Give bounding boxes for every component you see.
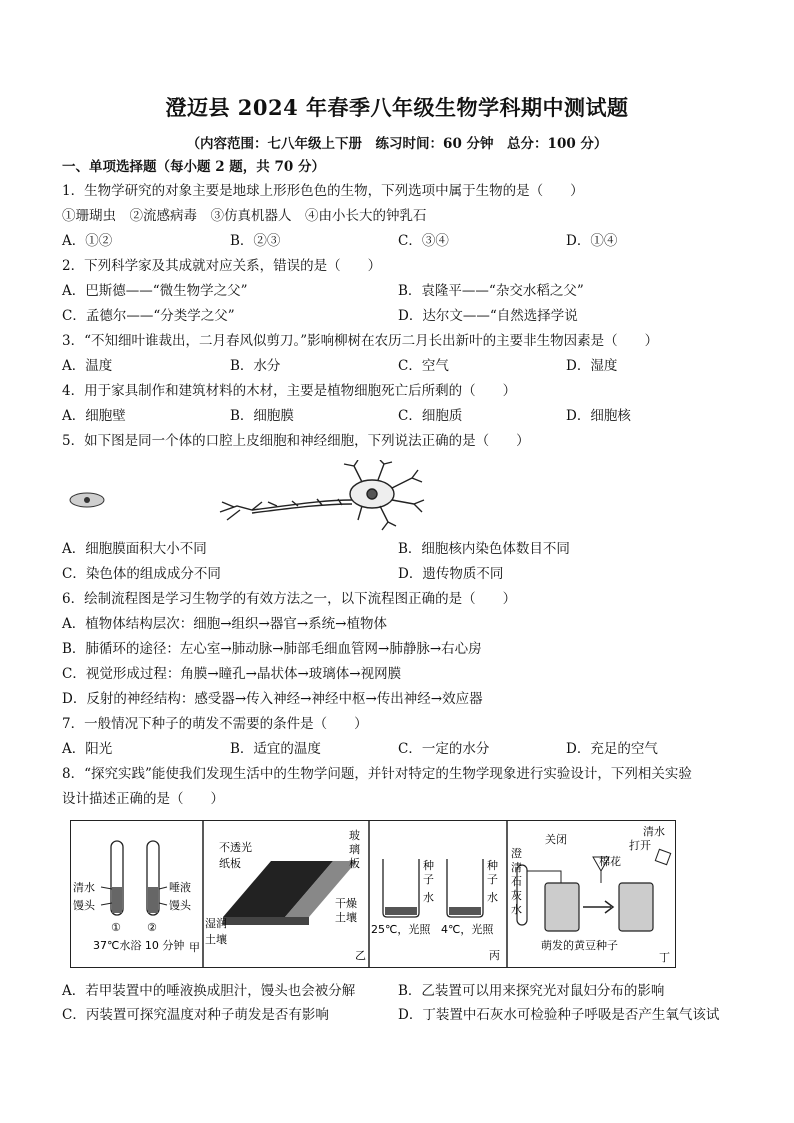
q4-option-b[interactable]: B．细胞膜 <box>230 408 294 424</box>
experiment-figure <box>70 820 676 968</box>
question-6-stem: 6．绘制流程图是学习生物学的有效方法之一，以下流程图正确的是（ ） <box>62 591 517 607</box>
label-ganzao: 干燥 <box>335 897 357 910</box>
label-ding-tag: 丁 <box>659 951 670 964</box>
q3-option-b[interactable]: B．水分 <box>230 358 281 374</box>
question-1-stem: 1．生物学研究的对象主要是地球上形形色色的生物，下列选项中属于生物的是（ ） <box>62 183 584 199</box>
cell-figure <box>62 460 442 532</box>
panel-bing <box>371 859 500 962</box>
label-shirun: 湿润 <box>205 917 227 930</box>
label-zi-1: 子 <box>423 873 434 886</box>
label-cheng: 澄 <box>511 847 522 860</box>
q7-option-a[interactable]: A．阳光 <box>62 741 113 757</box>
label-turang-1: 土壤 <box>335 911 357 924</box>
label-4c: 4℃，光照 <box>441 923 494 936</box>
epithelial-cell-icon <box>70 493 104 507</box>
q4-option-a[interactable]: A．细胞壁 <box>62 408 126 424</box>
question-7-stem: 7．一般情况下种子的萌发不需要的条件是（ ） <box>62 716 368 732</box>
seed-bottle-1 <box>545 883 579 931</box>
label-shui-2: 水 <box>487 891 498 904</box>
q7-option-b[interactable]: B．适宜的温度 <box>230 741 321 757</box>
q1-option-d[interactable]: D．①④ <box>566 233 618 249</box>
label-shui-ding: 水 <box>511 903 522 916</box>
panel-ding <box>511 824 671 964</box>
q8-option-d[interactable]: D．丁装置中石灰水可检验种子呼吸是否产生氧气该试 <box>398 1007 720 1023</box>
section-heading: 一、单项选择题（每小题 2 题，共 70 分） <box>62 159 325 175</box>
panel-yi <box>205 828 366 962</box>
tube-1-contents <box>112 887 122 913</box>
q1-option-c[interactable]: C．③④ <box>398 233 449 249</box>
label-jia-caption: 37℃水浴 10 分钟 <box>93 939 185 952</box>
label-qingshui: 清水 <box>73 881 95 894</box>
label-jia-tag: 甲 <box>189 941 200 954</box>
q5-option-c[interactable]: C．染色体的组成成分不同 <box>62 566 221 582</box>
label-zi-2: 子 <box>487 873 498 886</box>
q6-option-b[interactable]: B．肺循环的途径：左心室→肺动脉→肺部毛细血管网→肺静脉→右心房 <box>62 641 482 657</box>
label-tube-1-num: ① <box>111 921 121 934</box>
tube-2-contents <box>148 887 158 913</box>
q5-option-d[interactable]: D．遗传物质不同 <box>398 566 504 582</box>
q6-option-c[interactable]: C．视觉形成过程：角膜→瞳孔→晶状体→玻璃体→视网膜 <box>62 666 402 682</box>
q3-option-c[interactable]: C．空气 <box>398 358 449 374</box>
label-qing: 清 <box>511 861 522 874</box>
neuron-icon <box>220 460 424 530</box>
label-bing-tag: 丙 <box>489 949 500 962</box>
q8-option-b[interactable]: B．乙装置可以用来探究光对鼠妇分布的影响 <box>398 983 665 999</box>
label-butouguang: 不透光 <box>219 841 252 854</box>
label-qingshui-2: 清水 <box>643 825 665 838</box>
label-dakai: 打开 <box>629 839 651 852</box>
question-8-stem: 8．“探究实践”能使我们发现生活中的生物学问题，并针对特定的生物学现象进行实验设计，下列相关实验 <box>62 766 692 782</box>
label-tube-2-num: ② <box>147 921 157 934</box>
panel-jia <box>73 841 200 954</box>
question-2-stem: 2．下列科学家及其成就对应关系，错误的是（ ） <box>62 258 382 274</box>
page-subtitle: （内容范围：七八年级上下册 练习时间：60 分钟 总分：100 分） <box>186 136 608 152</box>
label-guanbi: 关闭 <box>545 833 567 846</box>
q7-option-c[interactable]: C．一定的水分 <box>398 741 490 757</box>
label-mantou-2: 馒头 <box>169 899 191 912</box>
label-yi-tag: 乙 <box>355 949 366 962</box>
question-3-stem: 3．“不知细叶谁裁出，二月春风似剪刀。”影响柳树在农历二月长出新叶的主要非生物因素是（ ） <box>62 333 659 349</box>
label-tuoye: 唾液 <box>169 881 191 894</box>
seed-bottle-2 <box>619 883 653 931</box>
label-turang-2: 土壤 <box>205 933 227 946</box>
q7-option-d[interactable]: D．充足的空气 <box>566 741 658 757</box>
q2-option-c[interactable]: C．孟德尔——“分类学之父” <box>62 308 235 324</box>
question-5-stem: 5．如下图是同一个体的口腔上皮细胞和神经细胞，下列说法正确的是（ ） <box>62 433 530 449</box>
label-mianhua: 棉花 <box>599 855 621 868</box>
label-25c: 25℃，光照 <box>371 923 431 936</box>
question-4-stem: 4．用于家具制作和建筑材料的木材，主要是植物细胞死亡后所剩的（ ） <box>62 383 517 399</box>
label-mantou-1: 馒头 <box>73 899 95 912</box>
label-ban: 板 <box>349 857 360 870</box>
arrow-icon <box>583 901 613 913</box>
q5-option-b[interactable]: B．细胞核内染色体数目不同 <box>398 541 570 557</box>
q1-option-a[interactable]: A．①② <box>62 233 113 249</box>
q3-option-a[interactable]: A．温度 <box>62 358 113 374</box>
q2-option-b[interactable]: B．袁隆平——“杂交水稻之父” <box>398 283 584 299</box>
q2-option-d[interactable]: D．达尔文——“自然选择学说 <box>398 308 578 324</box>
label-zhong-2: 种 <box>487 859 498 872</box>
q8-option-a[interactable]: A．若甲装置中的唾液换成胆汁，馒头也会被分解 <box>62 983 356 999</box>
question-8-stem-cont: 设计描述正确的是（ ） <box>62 791 224 807</box>
q8-option-c[interactable]: C．丙装置可探究温度对种子萌发是否有影响 <box>62 1007 329 1023</box>
q1-option-b[interactable]: B．②③ <box>230 233 281 249</box>
label-shui-1: 水 <box>423 891 434 904</box>
q4-option-d[interactable]: D．细胞核 <box>566 408 631 424</box>
q4-option-c[interactable]: C．细胞质 <box>398 408 463 424</box>
q2-option-a[interactable]: A．巴斯德——“微生物学之父” <box>62 283 248 299</box>
label-li: 璃 <box>349 843 360 856</box>
label-seeds: 萌发的黄豆种子 <box>541 939 618 952</box>
q6-option-d[interactable]: D．反射的神经结构：感受器→传入神经→神经中枢→传出神经→效应器 <box>62 691 483 707</box>
label-zhong-1: 种 <box>423 859 434 872</box>
question-1-items: ①珊瑚虫 ②流感病毒 ③仿真机器人 ④由小长大的钟乳石 <box>62 208 427 224</box>
label-bo: 玻 <box>349 829 360 842</box>
label-hui: 灰 <box>511 889 522 902</box>
label-shi: 石 <box>511 875 522 888</box>
page-title: 澄迈县 2024 年春季八年级生物学科期中测试题 <box>165 95 629 120</box>
q6-option-a[interactable]: A．植物体结构层次：细胞→组织→器官→系统→植物体 <box>62 616 387 632</box>
q5-option-a[interactable]: A．细胞膜面积大小不同 <box>62 541 207 557</box>
q3-option-d[interactable]: D．湿度 <box>566 358 618 374</box>
label-zhiban: 纸板 <box>219 857 241 870</box>
